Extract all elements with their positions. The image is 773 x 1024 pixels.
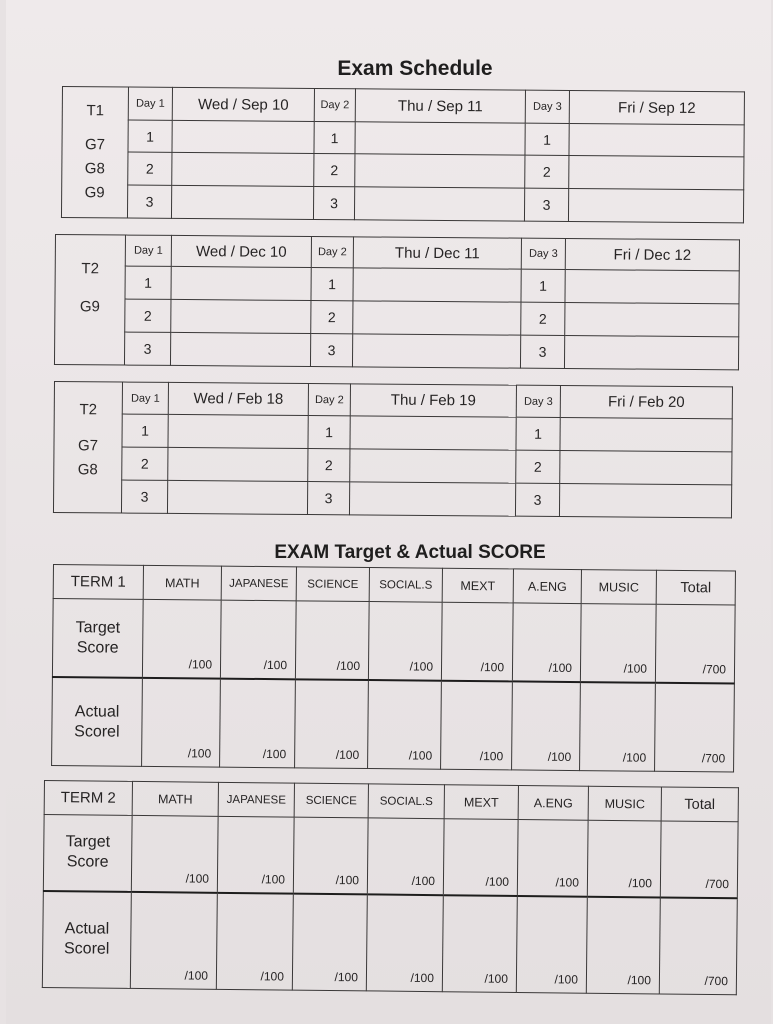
exam-slot[interactable] <box>171 185 313 219</box>
date-label: Fri / Feb 20 <box>560 385 732 418</box>
actual-score-cell[interactable] <box>516 895 587 993</box>
label-line: Actual <box>74 702 120 721</box>
period-number: 2 <box>122 447 168 480</box>
target-score-cell[interactable] <box>217 816 294 893</box>
period-number: 3 <box>121 480 167 513</box>
subject-header-mext: MEXT <box>442 568 513 603</box>
subject-header-aeng: A.ENG <box>513 569 581 604</box>
target-score-cell[interactable] <box>295 601 369 680</box>
max-score: /100 <box>335 747 360 762</box>
exam-slot[interactable] <box>171 266 311 300</box>
max-total: /700 <box>701 751 726 766</box>
term-cell <box>61 87 128 219</box>
actual-score-cell[interactable] <box>366 894 443 992</box>
label-line: Score <box>66 853 109 871</box>
target-score-cell[interactable] <box>512 603 581 682</box>
schedule-table-3 <box>53 381 733 518</box>
max-score: /100 <box>627 973 652 988</box>
label-line: Scorel <box>74 722 120 741</box>
actual-score-cell[interactable] <box>441 681 513 770</box>
max-score: /100 <box>188 657 213 672</box>
score-table-term-1 <box>51 564 736 773</box>
subject-header-social: SOCIAL.S <box>369 568 442 603</box>
exam-slot[interactable] <box>565 270 739 304</box>
exam-slot[interactable] <box>168 447 308 481</box>
date-label: Fri / Dec 12 <box>565 239 739 271</box>
term-label: T2 <box>79 401 98 419</box>
schedule-title: Exam Schedule <box>337 57 493 80</box>
actual-score-cell[interactable] <box>216 892 293 990</box>
max-score: /100 <box>623 661 648 676</box>
target-total-cell[interactable] <box>660 821 738 898</box>
grade-label: G8 <box>77 461 98 479</box>
day-label: Day 3 <box>521 238 565 269</box>
period-number: 3 <box>515 483 559 516</box>
max-score: /100 <box>628 875 653 890</box>
target-score-cell[interactable] <box>587 820 661 897</box>
exam-slot[interactable] <box>569 156 744 190</box>
max-score: /100 <box>335 872 360 887</box>
actual-total-cell[interactable] <box>659 897 737 995</box>
target-score-cell[interactable] <box>367 818 444 895</box>
actual-score-cell[interactable] <box>368 680 442 769</box>
target-score-cell[interactable] <box>580 604 656 683</box>
grade-label: G8 <box>84 160 105 178</box>
max-total: /700 <box>705 876 730 891</box>
period-number: 3 <box>524 188 568 222</box>
exam-slot[interactable] <box>355 154 525 188</box>
max-total: /700 <box>704 973 729 989</box>
target-score-label <box>52 599 143 678</box>
exam-slot[interactable] <box>355 122 525 156</box>
period-number: 2 <box>308 448 350 481</box>
period-number: 2 <box>125 299 171 332</box>
target-score-cell[interactable] <box>293 817 368 894</box>
exam-slot[interactable] <box>559 483 731 517</box>
total-header: Total <box>656 570 735 605</box>
schedule-table-2 <box>54 234 740 370</box>
period-number: 1 <box>128 120 172 153</box>
max-score: /100 <box>336 658 361 673</box>
date-label: Thu / Dec 11 <box>353 237 521 269</box>
max-score: /100 <box>260 969 285 984</box>
exam-slot[interactable] <box>568 188 743 223</box>
subject-header-math: MATH <box>132 781 218 816</box>
schedule-table-1 <box>61 86 745 223</box>
score-title: EXAM Target & Actual SCORE <box>274 542 546 563</box>
exam-slot[interactable] <box>564 336 738 370</box>
target-score-cell[interactable] <box>443 819 518 896</box>
day-label: Day 2 <box>314 88 355 122</box>
day-label: Day 3 <box>516 385 560 417</box>
max-score: /100 <box>548 660 573 676</box>
actual-score-cell[interactable] <box>295 679 369 768</box>
exam-slot[interactable] <box>353 301 521 335</box>
max-score: /100 <box>184 968 209 983</box>
period-number: 1 <box>525 123 569 156</box>
actual-score-label <box>52 677 143 766</box>
term-cell <box>54 235 125 366</box>
subject-header-science: SCIENCE <box>296 567 369 602</box>
target-score-cell[interactable] <box>368 602 442 681</box>
actual-score-cell[interactable] <box>142 678 221 767</box>
label-line: Target <box>65 833 111 851</box>
exam-slot[interactable] <box>172 121 314 154</box>
date-label: Wed / Sep 10 <box>172 87 314 121</box>
max-total: /700 <box>702 662 727 677</box>
total-header: Total <box>661 787 738 822</box>
exam-slot[interactable] <box>353 268 521 302</box>
max-score: /100 <box>484 971 509 986</box>
term-label: T2 <box>81 259 100 277</box>
max-score: /100 <box>622 750 647 765</box>
label-line: Score <box>76 638 119 657</box>
max-score: /100 <box>480 660 505 675</box>
target-score-cell[interactable] <box>142 600 221 679</box>
day-label: Day 2 <box>311 237 353 268</box>
day-label: Day 3 <box>525 90 569 124</box>
exam-slot[interactable] <box>168 414 308 448</box>
period-number: 1 <box>521 269 565 302</box>
term-label: TERM 1 <box>53 565 143 600</box>
actual-score-cell[interactable] <box>512 681 581 770</box>
actual-total-cell[interactable] <box>655 683 735 772</box>
period-number: 2 <box>128 153 172 186</box>
actual-score-cell[interactable] <box>586 896 660 994</box>
max-score: /100 <box>555 874 580 890</box>
period-number: 1 <box>308 415 350 448</box>
subject-header-science: SCIENCE <box>294 783 368 818</box>
exam-slot[interactable] <box>170 332 310 366</box>
max-score: /100 <box>409 659 434 674</box>
max-score: /100 <box>263 658 288 673</box>
max-score: /100 <box>479 749 504 764</box>
actual-score-cell[interactable] <box>580 682 656 771</box>
period-number: 1 <box>311 268 353 301</box>
date-label: Fri / Sep 12 <box>569 90 744 125</box>
target-score-cell[interactable] <box>441 602 513 681</box>
period-number: 3 <box>520 335 564 368</box>
term-label: TERM 2 <box>44 781 132 816</box>
exam-slot[interactable] <box>565 303 739 337</box>
actual-score-cell[interactable] <box>292 893 367 991</box>
period-number: 1 <box>516 417 560 450</box>
label-line: Scorel <box>63 940 110 958</box>
grade-label: G9 <box>79 297 100 315</box>
label-line: Actual <box>64 920 110 938</box>
target-score-label <box>43 815 132 892</box>
exam-slot[interactable] <box>171 299 311 333</box>
subject-header-japanese: JAPANESE <box>221 566 296 601</box>
exam-slot[interactable] <box>354 187 524 222</box>
subject-header-math: MATH <box>143 565 221 600</box>
max-score: /100 <box>185 870 210 886</box>
exam-slot[interactable] <box>349 482 515 516</box>
grade-label: G7 <box>84 136 106 154</box>
max-score: /100 <box>261 871 286 887</box>
max-score: /100 <box>411 873 436 888</box>
actual-score-cell[interactable] <box>130 891 217 989</box>
date-label: Thu / Sep 11 <box>355 89 525 124</box>
target-score-cell[interactable] <box>517 819 588 896</box>
date-label: Wed / Dec 10 <box>171 235 311 267</box>
exam-slot[interactable] <box>560 450 732 484</box>
date-label: Wed / Feb 18 <box>168 382 308 415</box>
subject-header-japanese: JAPANESE <box>218 782 294 817</box>
subject-header-music: MUSIC <box>581 570 656 605</box>
exam-slot[interactable] <box>560 417 732 451</box>
period-number: 1 <box>122 414 168 447</box>
day-label: Day 1 <box>128 87 172 121</box>
period-number: 1 <box>314 122 355 155</box>
subject-header-mext: MEXT <box>444 785 518 820</box>
exam-slot[interactable] <box>569 124 744 158</box>
day-label: Day 1 <box>122 382 168 414</box>
period-number: 3 <box>313 186 354 220</box>
period-number: 2 <box>314 154 355 187</box>
max-score: /100 <box>547 749 572 764</box>
target-score-cell[interactable] <box>131 815 218 892</box>
score-table-term-2 <box>42 780 739 995</box>
day-label: Day 1 <box>125 235 171 266</box>
period-number: 2 <box>311 301 353 334</box>
actual-score-label <box>42 890 131 988</box>
period-number: 3 <box>124 332 170 365</box>
date-label: Thu / Feb 19 <box>350 384 516 417</box>
max-score: /100 <box>262 747 287 762</box>
period-number: 2 <box>521 302 565 335</box>
exam-slot[interactable] <box>172 153 314 186</box>
actual-score-cell[interactable] <box>442 895 517 993</box>
label-line: Target <box>75 618 121 637</box>
target-total-cell[interactable] <box>655 604 735 683</box>
max-score: /100 <box>410 970 435 986</box>
period-number: 1 <box>125 266 171 299</box>
max-score: /100 <box>554 972 579 987</box>
subject-header-music: MUSIC <box>588 786 661 821</box>
period-number: 3 <box>310 334 352 367</box>
exam-slot[interactable] <box>167 480 307 514</box>
subject-header-aeng: A.ENG <box>518 785 588 820</box>
period-number: 2 <box>525 156 569 189</box>
exam-slot[interactable] <box>352 334 520 368</box>
day-label: Day 2 <box>308 383 350 415</box>
period-number: 2 <box>516 450 560 483</box>
term-label: T1 <box>86 102 105 120</box>
actual-score-cell[interactable] <box>220 679 296 768</box>
period-number: 3 <box>307 481 349 514</box>
subject-header-social: SOCIAL.S <box>368 784 444 819</box>
exam-slot[interactable] <box>350 449 516 483</box>
grade-label: G7 <box>77 437 99 455</box>
target-score-cell[interactable] <box>220 600 296 679</box>
exam-slot[interactable] <box>350 416 516 450</box>
period-number: 3 <box>127 185 171 219</box>
max-score: /100 <box>485 874 510 889</box>
max-score: /100 <box>408 748 433 763</box>
grade-label: G9 <box>84 184 105 202</box>
max-score: /100 <box>334 970 359 985</box>
max-score: /100 <box>187 746 212 761</box>
term-cell <box>53 382 122 514</box>
